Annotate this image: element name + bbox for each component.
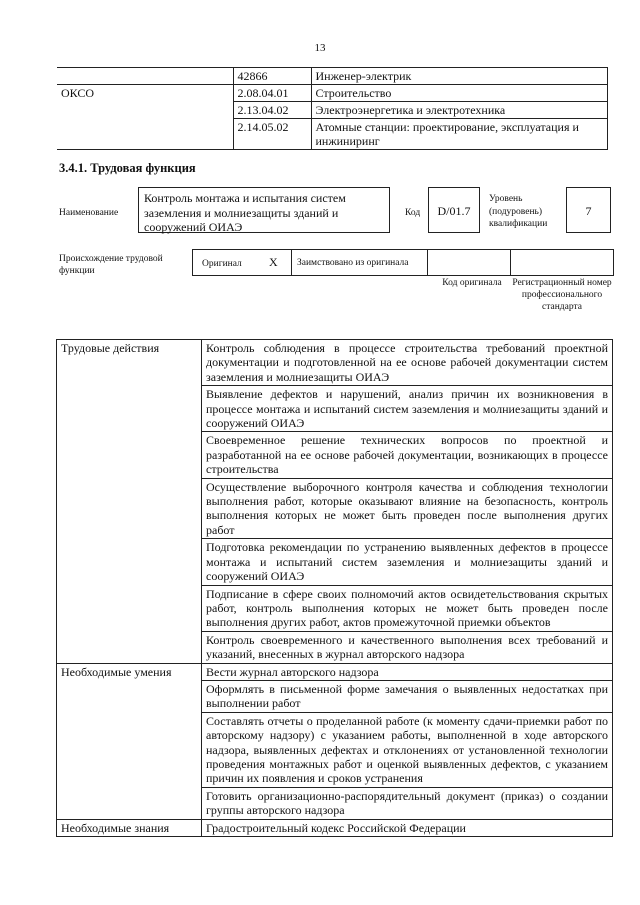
- code-caption: Код оригинала: [442, 278, 502, 288]
- okso-label: ОКСО: [57, 85, 233, 150]
- borrowed-cell: [291, 249, 428, 276]
- labor-action: Выявление дефектов и нарушений, анализ причин их возникновения в процессе монтажа и испытаний систем заземления и молниезащиты зданий и сооружений ОИАЭ: [202, 386, 613, 432]
- labor-action: Контроль своевременного и качественного выполнения всех требований и указаний, внесенных в журнал авторского надзора: [202, 631, 613, 663]
- section-title: 3.4.1. Трудовая функция: [59, 161, 196, 175]
- okso-name: Атомные станции: проектирование, эксплуатация и инжиниринг: [311, 119, 608, 150]
- okso-name: Инженер-электрик: [311, 68, 608, 85]
- skill-item: Готовить организационно-распорядительный документ (приказ) о создании группы авторского надзора: [202, 787, 613, 819]
- skill-item: Оформлять в письменной форме замечания о выявленных недостатках при выполнении работ: [202, 680, 613, 712]
- name-label: Наименование: [59, 208, 119, 218]
- labor-action: Осуществление выборочного контроля качества и соблюдения технологии выполнения работ, которые оказывают влияние на безопасность, контроль выполнения которых не может быть проведен после выполнения других работ: [202, 478, 613, 539]
- okso-code: 2.13.04.02: [233, 102, 311, 119]
- level-label: Уровень (подуровень) квалификации: [489, 194, 548, 229]
- okso-table: [57, 67, 608, 150]
- original-cell: [192, 249, 292, 276]
- labor-actions-label: Трудовые действия: [57, 340, 202, 664]
- origin-label: Происхождение трудовой функции: [59, 254, 163, 276]
- level-value: 7: [566, 187, 611, 233]
- labor-action: Контроль соблюдения в процессе строительства требований проектной документации и подготовленной на ее основе рабочей документации систем заземления и молниезащиты ОИАЭ: [202, 340, 613, 386]
- original-code-cell: [427, 249, 511, 276]
- okso-code: 2.14.05.02: [233, 119, 311, 150]
- skill-item: Составлять отчеты о проделанной работе (к моменту сдачи-приемки работ по авторскому надзору) с указанием работы, выполненной в ходе авторского надзора, выявленных дефектах и отклонениях от установленной технологии проведения монтажных работ и оценкой выявленных дефектов, с указанием причин их появления и сроков устранения: [202, 712, 613, 787]
- okso-code: 2.08.04.01: [233, 85, 311, 102]
- knowledge-item: Градостроительный кодекс Российской Федерации: [202, 819, 613, 836]
- okso-name: Электроэнергетика и электротехника: [311, 102, 608, 119]
- labor-action: Подписание в сфере своих полномочий актов освидетельствования скрытых работ, контроль выполнения которых не может быть проведен после выполнения других работ, актов промежуточной приемки объектов: [202, 585, 613, 631]
- okso-name: Строительство: [311, 85, 608, 102]
- skills-label: Необходимые умения: [57, 663, 202, 819]
- borrowed-label: Заимствовано из оригинала: [297, 258, 409, 268]
- table-row: [57, 68, 608, 85]
- knowledge-label: Необходимые знания: [57, 819, 202, 836]
- table-row: [57, 85, 608, 102]
- reg-caption: Регистрационный номер профессионального стандарта: [512, 278, 612, 312]
- original-mark: X: [269, 255, 278, 269]
- code-label: Код: [405, 208, 421, 218]
- table-row: [57, 340, 613, 386]
- table-row: [57, 819, 613, 836]
- skill-item: Вести журнал авторского надзора: [202, 663, 613, 680]
- function-code: D/01.7: [428, 187, 480, 233]
- function-name: Контроль монтажа и испытания систем заземления и молниезащиты зданий и сооружений ОИАЭ: [138, 187, 390, 233]
- reg-number-cell: [510, 249, 614, 276]
- okso-code: 42866: [233, 68, 311, 85]
- okso-label: [57, 68, 233, 85]
- labor-action: Своевременное решение технических вопросов по проектной и разработанной на ее основе рабочей документации, возникающих в процессе строительства: [202, 432, 613, 478]
- labor-action: Подготовка рекомендации по устранению выявленных дефектов в процессе монтажа и испытаний систем заземления и молниезащиты зданий и сооружений ОИАЭ: [202, 539, 613, 585]
- original-label: Оригинал: [202, 259, 242, 269]
- page-number: 13: [314, 42, 326, 54]
- table-row: [57, 663, 613, 680]
- function-details-table: [56, 339, 613, 837]
